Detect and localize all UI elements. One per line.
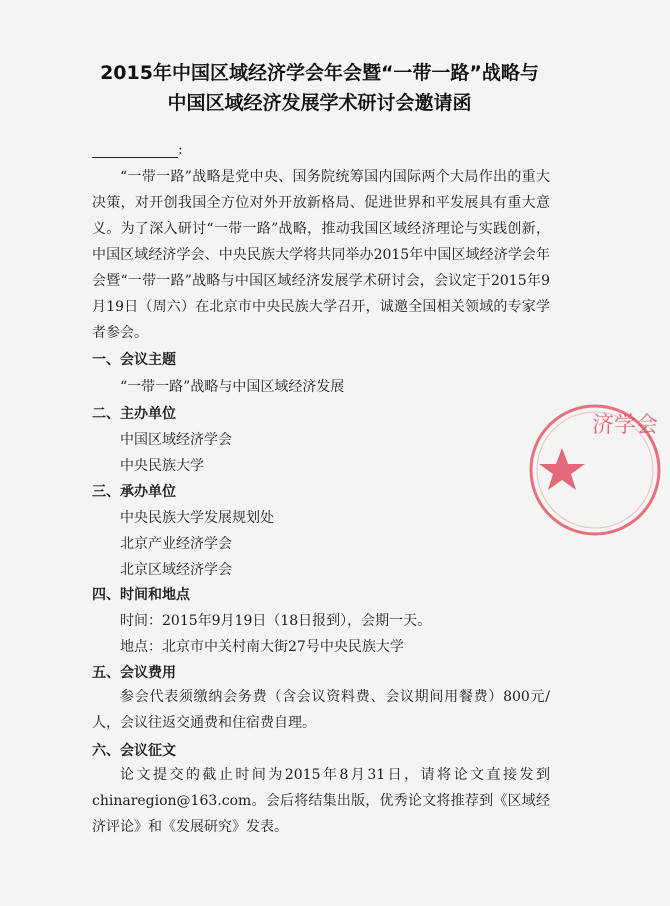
- title-line-1: 2015年中国区域经济学会年会暨“一带一路”战略与: [100, 62, 539, 84]
- section-4-time: 时间：2015年9月19日（18日报到），会期一天。: [120, 613, 432, 629]
- section-5-text: 参会代表须缴纳会务费（含会议资料费、会议期间用餐费）800元/人，会议往返交通费和住宿费自理。: [92, 689, 550, 731]
- section-1-item: “一带一路”战略与中国区域经济发展: [120, 379, 345, 395]
- intro-paragraph: “一带一路”战略是党中央、国务院统筹国内国际两个大局作出的重大决策，对开创我国全方位对外开放新格局、促进世界和平发展具有重大意义。为了深入研讨“一带一路”战略，推动我国区域经济理论与实践创新，中国区域经济学会、中央民族大学将共同举办2015年中国区域经济学会年会暨“一带一路”战略与中国区域经济发展学术研讨会，会议定于2015年9月19日（周六）在北京市中央民族大学召开，诚邀全国相关领域的专家学者参会。: [92, 169, 550, 341]
- section-5-heading: 五、会议费用: [92, 665, 176, 681]
- salutation-blank: [92, 143, 178, 158]
- salutation-colon: :: [178, 142, 183, 158]
- section-2-heading: 二、主办单位: [92, 406, 176, 422]
- seal-char: 济学会: [592, 413, 659, 438]
- section-3-item: 北京区域经济学会: [120, 562, 232, 578]
- section-3-item: 中央民族大学发展规划处: [120, 510, 274, 526]
- section-3-heading: 三、承办单位: [92, 484, 176, 500]
- section-6-heading: 六、会议征文: [92, 743, 176, 759]
- title-line-2: 中国区域经济发展学术研讨会邀请函: [167, 92, 472, 114]
- section-6-text: 论文提交的截止时间为2015年8月31日，请将论文直接发到chinaregion@163.com。会后将结集出版，优秀论文将推荐到《区域经济评论》和《发展研究》发表。: [92, 767, 550, 835]
- section-3-item: 北京产业经济学会: [120, 536, 232, 552]
- section-1-heading: 一、会议主题: [92, 352, 176, 368]
- official-seal-stamp: [520, 398, 670, 548]
- section-2-item: 中国区域经济学会: [120, 432, 232, 448]
- section-4-place: 地点：北京市中关村南大街27号中央民族大学: [120, 639, 404, 655]
- seal-star-icon: [539, 448, 585, 490]
- salutation: [92, 142, 183, 158]
- section-2-item: 中央民族大学: [120, 458, 204, 474]
- section-4-heading: 四、时间和地点: [92, 587, 190, 603]
- document-title: [40, 58, 599, 118]
